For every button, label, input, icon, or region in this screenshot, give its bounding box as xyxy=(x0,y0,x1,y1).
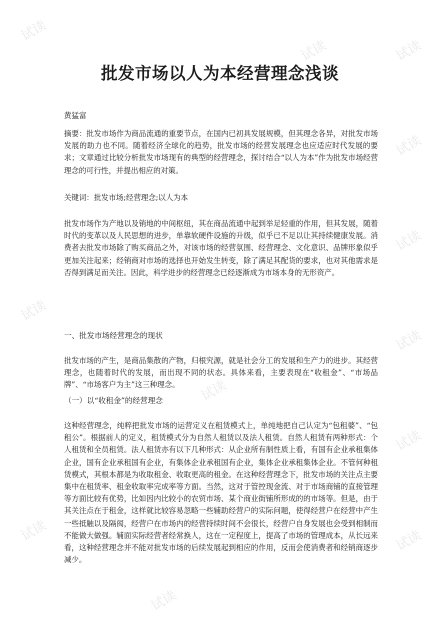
watermark-mark: 试读 xyxy=(18,18,50,45)
watermark-mark: 试读 xyxy=(393,328,425,355)
watermark-mark: 试读 xyxy=(18,298,50,325)
subsection-heading: （一）以“收租金”的经营理念 xyxy=(64,396,163,405)
section-heading: 一、批发市场经营理念的现状 xyxy=(64,331,163,340)
intro-paragraph: 批发市场作为产地以及销地的中间枢纽，其在商品流通中起到举足轻重的作用，但其发展，随着时代的变革以及人民思想的进步，单靠软硬件设施的升级，似乎已不足以让其持续健康发展。消费者去批发市场除了购买商品之外，对该市场的经营氛围、经营理念、文化意识、品牌形象似乎更加关注起来；经销商对市场的选择也开始发生转变，除了满足其配货的要求，也对其他需求是否得到满足而关注。因此，科学进步的经营理念已经逐渐成为市场本身的无形资产。 xyxy=(64,219,378,277)
abstract-paragraph: 摘要：批发市场作为商品流通的重要节点，在国内已初具发展规模，但其理念各异，对批发市场发展的助力也不同。随着经济全球化的趋势，批发市场的经营发展理念也应适应时代发展的要求；文章通过比较分析批发市场现有的典型的经营理念，探讨结合“以人为本”作为批发市场经营理念的可行性，并提出相应的对策。 xyxy=(64,129,378,175)
watermark-mark: 试读 xyxy=(148,588,180,615)
section-paragraph: 批发市场的产生，是商品集散的产物，归根究源，就是社会分工的发展和生产力的进步。其经营理念，也随着时代的发展，而出现不同的状态。具体来看，主要表现在“收租金”、“市场品牌”、“市场客户为主”这三种理念。 xyxy=(64,356,378,390)
watermark-mark: 试读 xyxy=(198,378,230,405)
watermark-mark: 试读 xyxy=(393,133,425,160)
watermark-mark: 试读 xyxy=(393,528,425,555)
page-title: 批发市场以人为本经营理念浅谈 xyxy=(101,64,339,83)
watermark-mark: 试读 xyxy=(393,38,425,65)
keywords-line: 关键词：批发市场;经营理念;以人为本 xyxy=(64,193,189,202)
author-name: 黄猛富 xyxy=(64,111,87,120)
watermark-mark: 试读 xyxy=(18,518,50,545)
subsection-paragraph: 这种经营理念，纯粹把批发市场的运营定义在租赁模式上，单纯地把自己认定为“包租婆”、“包租公”。根据前人的定义，租赁模式分为自然人租赁以及法人租赁。自然人租赁有两种形式：个人租赁和全员租赁。法人租赁亦有以下几种形式：从企业所有制性质上看，有国有企业承租集体企业，国有企业承租国有企业，有集体企业承租国有企业，集体企业承租集体企业。不管何种租赁模式，其根本都是为收取租金、收取更高的租金。在这种经营理念下，批发市场的关注点主要集中在租赁率、租金收取率完成率等方面。当然，这对于管控现金流、对于市场商铺的直接管理等方面比较有优势，比如因内比较小的农贸市场、某个商业街铺所形成的的市场等。但是，由于其关注点在于租金，这样就比较容易忽略一些辅助经营户的实际问题，使得经营户在经营中产生一些抵触以及隔阂，经营户在市场内的经营持续时间不会很长，经营户自身发展也会受到相制而不能做大做强。辅面实际经营者经常换人，这在一定程度上，提高了市场的管理成本，从长远来看，这种经营理念并不能对批发市场的后续发展起到相应的作用，反而会使消费者和经销商逐步减少。 xyxy=(64,421,378,565)
watermark-mark: 试读 xyxy=(393,228,425,255)
watermark-mark: 试读 xyxy=(298,38,330,65)
watermark-mark: 试读 xyxy=(393,428,425,455)
